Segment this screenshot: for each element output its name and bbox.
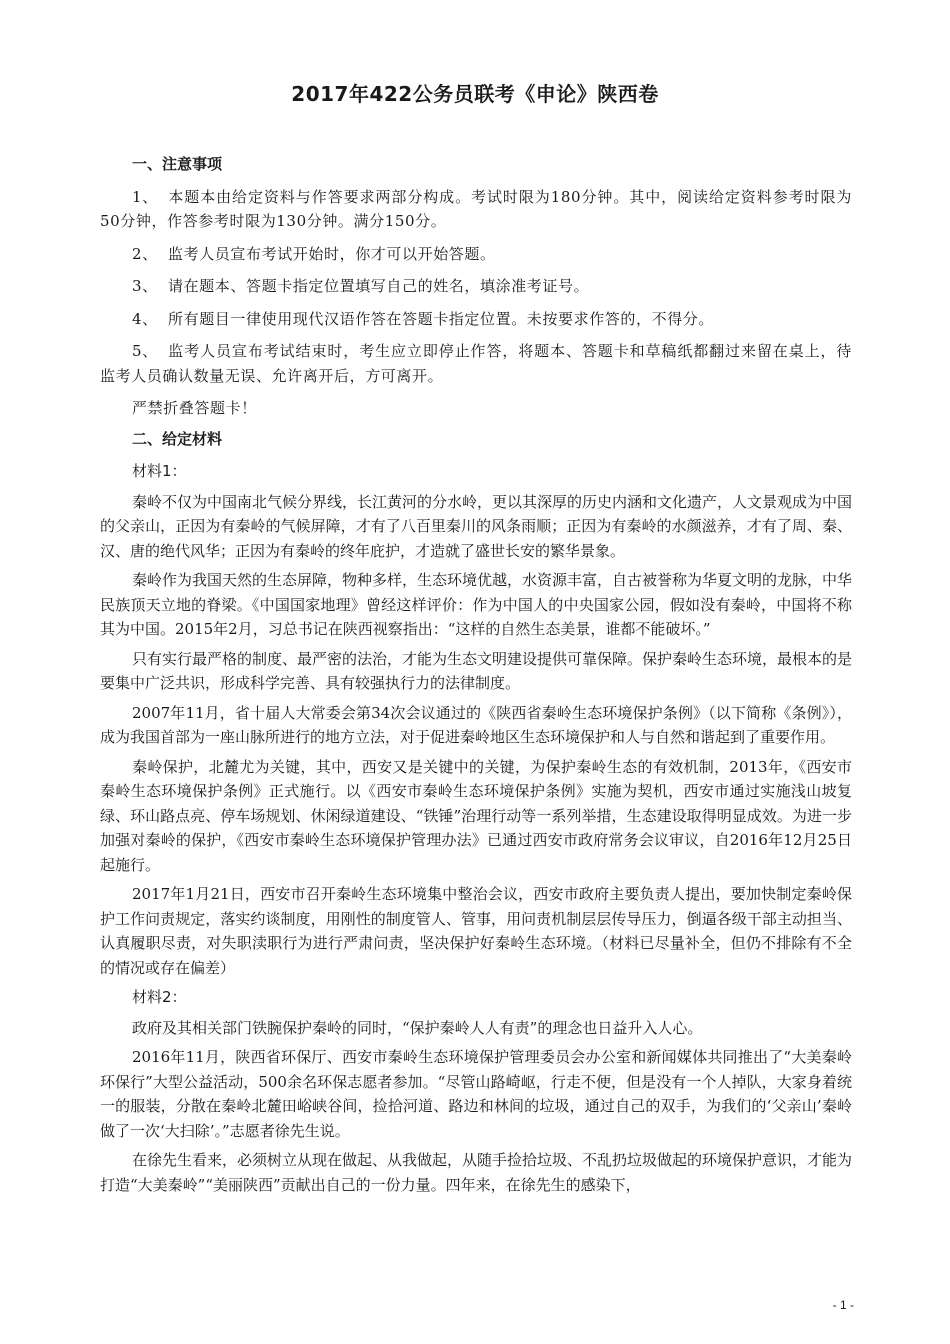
material-paragraph: 秦岭保护，北麓尤为关键，其中，西安又是关键中的关键，为保护秦岭生态的有效机制，2013年，《西安市秦岭生态环境保护条例》正式施行。以《西安市秦岭生态环境保护条例》实施为契机，西安市通过实施浅山坡复绿、环山路点亮、停车场规划、休闲绿道建设、“铁锤”治理行动等一系列举措，生态建设取得明显成效。为进一步加强对秦岭的保护，《西安市秦岭生态环境保护管理办法》已通过西安市政府常务会议审议，自2016年12月25日起施行。 xyxy=(100,757,852,874)
material-1-label: 材料1： xyxy=(132,462,187,480)
material-paragraph: 秦岭不仅为中国南北气候分界线，长江黄河的分水岭，更以其深厚的历史内涵和文化遗产，人文景观成为中国的父亲山，正因为有秦岭的气候屏障，才有了八百里秦川的风条雨顺；正因为有秦岭的水颜滋养，才有了周、秦、汉、唐的绝代风华；正因为有秦岭的终年庇护，才造就了盛世长安的繁华景象。 xyxy=(100,492,853,560)
material-paragraph: 在徐先生看来，必须树立从现在做起、从我做起，从随手捡拾垃圾、不乱扔垃圾做起的环境保护意识，才能为打造“大美秦岭”“美丽陕西”贡献出自己的一份力量。四年来，在徐先生的感染下， xyxy=(100,1151,853,1194)
page-number: - 1 - xyxy=(832,1298,854,1312)
material-paragraph: 只有实行最严格的制度、最严密的法治，才能为生态文明建设提供可靠保障。保护秦岭生态环境，最根本的是要集中广泛共识，形成科学完善、具有较强执行力的法律制度。 xyxy=(100,649,853,692)
notice-item: 1、 本题本由给定资料与作答要求两部分构成。考试时限为180分钟。其中，阅读给定资料参考时限为50分钟，作答参考时限为130分钟。满分150分。 xyxy=(100,187,852,230)
warning-text: 严禁折叠答题卡！ xyxy=(132,399,257,417)
section-heading-notes: 一、注意事项 xyxy=(132,155,223,173)
document-title: 2017年422公务员联考《申论》陕西卷 xyxy=(291,82,659,106)
notice-item: 3、 请在题本、答题卡指定位置填写自己的姓名，填涂准考证号。 xyxy=(132,277,590,295)
material-paragraph: 2017年1月21日，西安市召开秦岭生态环境集中整治会议，西安市政府主要负责人提出，要加快制定秦岭保护工作问责规定，落实约谈制度，用刚性的制度管人、管事，用问责机制层层传导压力，倒逼各级干部主动担当、认真履职尽责，对失职渎职行为进行严肃问责，坚决保护好秦岭生态环境。（材料已尽量补全，但仍不排除有不全的情况或存在偏差） xyxy=(100,885,852,977)
material-paragraph: 2016年11月，陕西省环保厅、西安市秦岭生态环境保护管理委员会办公室和新闻媒体共同推出了“大美秦岭环保行”大型公益活动，500余名环保志愿者参加。“尽管山路崎岖，行走不便，但是没有一个人掉队，大家身着统一的服装，分散在秦岭北麓田峪峡谷间，捡拾河道、路边和林间的垃圾，通过自己的双手，为我们的‘父亲山’秦岭做了一次‘大扫除’。”志愿者徐先生说。 xyxy=(100,1048,852,1140)
material-paragraph: 政府及其相关部门铁腕保护秦岭的同时，“保护秦岭人人有责”的理念也日益升入人心。 xyxy=(132,1018,703,1037)
notice-item: 5、 监考人员宣布考试结束时，考生应立即停止作答，将题本、答题卡和草稿纸都翻过来留在桌上，待监考人员确认数量无误、允许离开后，方可离开。 xyxy=(100,342,852,385)
document-body xyxy=(100,152,852,1202)
notice-item: 2、 监考人员宣布考试开始时，你才可以开始答题。 xyxy=(132,244,496,263)
notice-item: 4、 所有题目一律使用现代汉语作答在答题卡指定位置。未按要求作答的，不得分。 xyxy=(132,309,715,328)
material-2-label: 材料2： xyxy=(132,988,187,1006)
section-heading-materials: 二、给定材料 xyxy=(132,429,223,448)
material-paragraph: 2007年11月，省十届人大常委会第34次会议通过的《陕西省秦岭生态环境保护条例》（以下简称《条例》），成为我国首部为一座山脉所进行的地方立法，对于促进秦岭地区生态环境保护和人与自然和谐起到了重要作用。 xyxy=(100,703,852,746)
material-paragraph: 秦岭作为我国天然的生态屏障，物种多样，生态环境优越，水资源丰富，自古被誉称为华夏文明的龙脉，中华民族顶天立地的脊梁。《中国国家地理》曾经这样评价：作为中国人的中央国家公园，假如没有秦岭，中国将不称其为中国。2015年2月，习总书记在陕西视察指出：“这样的自然生态美景，谁都不能破坏。” xyxy=(100,571,853,638)
